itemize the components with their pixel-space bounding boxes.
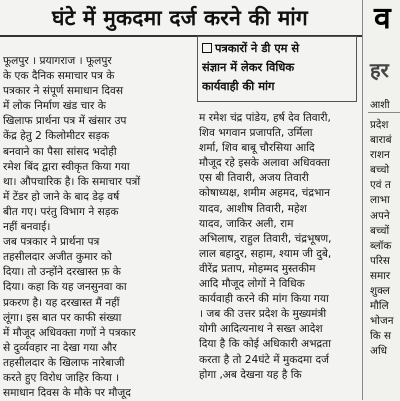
body-text-line: भोजन xyxy=(370,315,394,328)
body-text-line: योगी आदित्यनाथ ने सख्त आदेश xyxy=(199,323,323,336)
body-text-line: के एक दैनिक समाचार पत्र के xyxy=(3,70,115,83)
body-text-line: परिस xyxy=(370,254,390,267)
body-text-line: आदि मौजूद लोगों ने विधिक xyxy=(199,278,305,291)
body-text-line: अधि xyxy=(370,345,388,358)
body-text-line: से दुर्व्यवहार ना देखा गया और xyxy=(3,341,117,354)
body-text-line: में टेंडर हो जाने के बाद डेढ़ वर्ष xyxy=(3,190,120,203)
body-text-line: यादव, जाकिर अली, राम xyxy=(199,217,294,230)
body-text-line: ब्लॉक xyxy=(370,239,392,252)
column-divider xyxy=(362,0,363,400)
body-text-line: बाराबं xyxy=(370,134,392,147)
body-text-line: लाल बहादुर, सहाम, श्याम जी दुबे, xyxy=(199,247,332,260)
body-text-line: शिव भगवान प्रजापति, उर्मिला xyxy=(199,127,313,140)
body-text-line: प्रकरण है। यह दरखास्त मैं नहीं xyxy=(3,296,120,309)
body-text-line: बीत गए। परंतु विभाग ने सड़क xyxy=(3,205,119,218)
pull-quote-line xyxy=(202,58,352,77)
pull-quote-line xyxy=(202,77,352,96)
body-text-line: लाभा xyxy=(370,194,390,207)
headline: घंटे में मुकदमा दर्ज करने की मांग xyxy=(52,6,308,30)
body-text-line: । जब की उत्तर प्रदेश के मुख्यमंत्री xyxy=(199,308,327,321)
body-text-line: मौजूद रहे इसके अलावा अधिवक्ता xyxy=(199,157,330,170)
body-text-line: शुक्ल xyxy=(370,285,390,298)
body-text-line: खिलाफ प्रार्थना पत्र में खंसार उप xyxy=(3,115,127,128)
left-column xyxy=(3,54,193,401)
body-text-line: समार xyxy=(370,269,391,282)
body-text-line: केंद्र हेतु 2 किलोमीटर सड़क xyxy=(3,130,110,143)
body-text-line: पत्रकार ने संपूर्ण समाधान दिवस xyxy=(3,85,124,98)
body-text-line: एवं त xyxy=(370,179,391,192)
middle-column xyxy=(199,111,361,383)
body-text-line: फूलपुर । प्रयागराज । फूलपुर xyxy=(3,55,112,67)
body-text-line: दिया। तो उन्होंने दरखास्त फ़ के xyxy=(3,266,121,279)
body-text-line: समाधान दिवस के मौके पर मौजूद xyxy=(3,387,131,400)
body-text-line: बच्चो xyxy=(370,164,390,177)
checkbox-icon xyxy=(202,43,212,53)
body-text-line: करता है तो 24घंटे में मुकदमा दर्ज xyxy=(199,353,329,366)
body-text-line: जब पत्रकार ने प्रार्थना पत्र xyxy=(3,236,100,249)
right-column-heading: व xyxy=(374,1,391,36)
right-column-body xyxy=(370,118,393,360)
body-text-line: दिया। कहा कि यह जनसुनवा का xyxy=(3,281,127,294)
pull-quote-box xyxy=(197,36,357,102)
body-text-line: अभिलाष, राहुल तिवारी, चंद्रभूषण, xyxy=(199,232,332,245)
body-text-line: दिया है कि कोई अधिकारी अभद्रता xyxy=(199,338,331,351)
body-text-line: में लोक निर्माण खंड चार के xyxy=(3,100,106,113)
right-column-byline: आशी xyxy=(370,100,390,111)
body-text-line: कि स xyxy=(370,330,391,343)
body-text-line: नहीं बनवाई। xyxy=(3,221,51,234)
body-text-line: तहसीलदार के खिलाफ नारेबाजी xyxy=(3,356,125,369)
right-column xyxy=(364,0,400,400)
body-text-line: बनवाने का पैसा सांसद भदोही xyxy=(3,145,117,158)
body-text-line: में मौजूद अधिवक्ता गणों ने पत्रकार xyxy=(3,326,136,339)
pull-quote-text: कार्यवाही की मांग xyxy=(202,79,275,93)
right-column-subheading: हर xyxy=(370,58,389,82)
body-text-line: तहसीलदार अजीत कुमार को xyxy=(3,251,112,264)
body-text-line: अपने xyxy=(370,209,390,222)
pull-quote-text: संज्ञान में लेकर विधिक xyxy=(202,60,295,74)
right-column-rule xyxy=(368,112,400,113)
pull-quote-text: पत्रकारों ने डी एम से xyxy=(215,41,300,55)
body-text-line: म रमेश चंद्र पांडेय, हर्ष देव तिवारी, xyxy=(199,112,331,124)
body-text-line: रमेश बिंद द्वारा स्वीकृत किया गया xyxy=(3,160,130,173)
body-text-line: शर्मा, शिव बाबू चौरसिया आदि xyxy=(199,142,315,155)
body-text-line: करते हुए विरोध जाहिर किया । xyxy=(3,371,120,384)
body-text-line: होगा ,अब देखना यह है कि xyxy=(199,368,302,381)
body-text-line: कोषाध्यक्ष, शमीम अहमद, चंद्रभान xyxy=(199,187,331,200)
body-text-line: वीरेंद्र प्रताप, मोहम्मद मुस्तकीम xyxy=(199,262,316,275)
body-text-line: मौलि xyxy=(370,300,389,313)
body-text-line: एस बी तिवारी, अजय तिवारी xyxy=(199,172,309,185)
body-text-line: था। औपचारिक है। कि समाचार पत्रों xyxy=(3,175,141,188)
body-text-line: कार्यवाही करने की मांग किया गया xyxy=(199,293,329,306)
pull-quote-line xyxy=(202,39,352,58)
body-text-line: प्रदेश xyxy=(370,119,389,131)
body-text-line: बच्चों xyxy=(370,224,390,237)
body-text-line: यादव, आशीष तिवारी, महेश xyxy=(199,202,307,215)
body-text-line: राशन xyxy=(370,149,390,162)
body-text-line: लूंगा। इस बात पर काफी संख्या xyxy=(3,311,122,324)
